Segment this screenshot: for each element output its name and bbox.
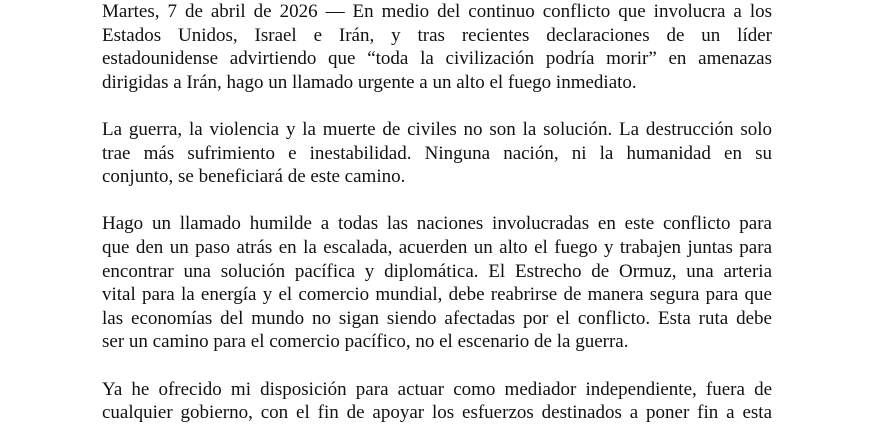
paragraph-gap [102,189,772,213]
text-line: dirigidas a Irán, hago un llamado urgente a un alto el fuego inmediato. [102,71,637,93]
paragraph-4 [102,378,772,425]
paragraph-1 [102,0,772,94]
paragraph-2 [102,118,772,189]
text-line: Ya he ofrecido mi disposición para actuar como mediador independiente, fuera de [102,378,772,400]
text-line: trae más sufrimiento e inestabilidad. Ninguna nación, ni la humanidad en su [102,142,772,164]
text-line: las economías del mundo no sigan siendo afectadas por el conflicto. Esta ruta debe [102,307,772,329]
text-line: ser un camino para el comercio pacífico, no el escenario de la guerra. [102,331,629,353]
text-line: estadounidense advirtiendo que “toda la civilización podría morir” en amenazas [102,48,772,70]
text-line: vital para la energía y el comercio mundial, debe reabrirse de manera segura para que [102,284,772,306]
paragraph-3 [102,212,772,354]
text-line: que den un paso atrás en la escalada, acuerden un alto el fuego y trabajen juntas para [102,236,772,258]
text-line: encontrar una solución pacífica y diplomática. El Estrecho de Ormuz, una arteria [102,260,772,282]
text-line: Hago un llamado humilde a todas las naciones involucradas en este conflicto para [102,213,772,235]
document-body [102,0,772,425]
text-line: Estados Unidos, Israel e Irán, y tras recientes declaraciones de un líder [102,24,772,46]
text-line: Martes, 7 de abril de 2026 — En medio del continuo conflicto que involucra a los [102,1,772,22]
paragraph-gap [102,94,772,118]
text-line: cualquier gobierno, con el fin de apoyar los esfuerzos destinados a poner fin a esta [102,402,772,424]
text-line: La guerra, la violencia y la muerte de civiles no son la solución. La destrucción solo [102,118,772,140]
paragraph-gap [102,354,772,378]
text-line: conjunto, se beneficiará de este camino. [102,166,406,188]
